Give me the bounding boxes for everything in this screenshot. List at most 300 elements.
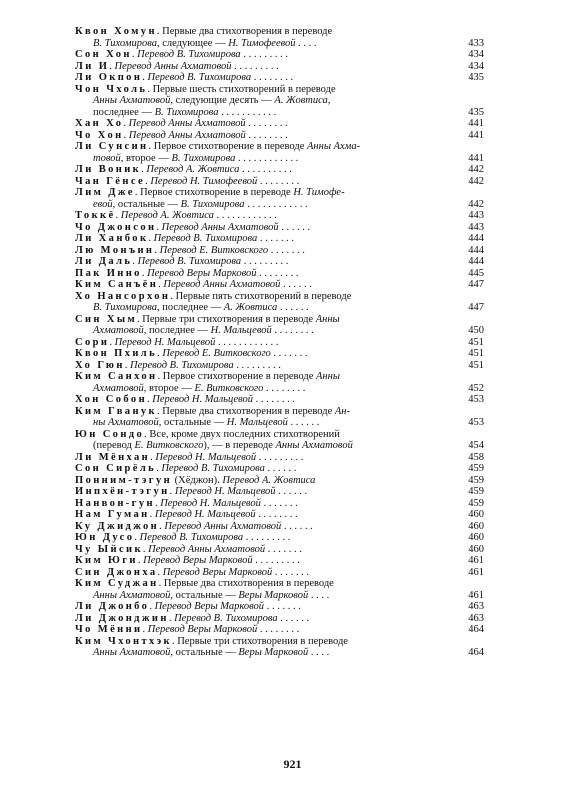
toc-entry — [75, 314, 484, 337]
page-ref: 443 — [468, 210, 484, 221]
poet-name: Ли Сунсин — [75, 141, 149, 152]
entry-text: . — [142, 543, 149, 555]
translator-text: Е. Витковского — [194, 382, 264, 394]
toc-entry — [75, 210, 484, 222]
page-ref: 464 — [468, 647, 484, 658]
entry-text: . — [142, 624, 148, 635]
poet-name: Хон Собон — [75, 394, 148, 405]
page-ref: 447 — [468, 302, 484, 313]
dot-leader: . . . . . . . . . — [240, 49, 288, 60]
translator-text: Перевод А. Жовтиса — [120, 210, 214, 221]
poet-name: Ку Джиджон — [75, 520, 160, 532]
entry-text: . Первые три стихотворения в переводе — [137, 313, 316, 325]
entry-line — [75, 486, 456, 498]
entry-continuation-line — [75, 647, 456, 659]
translator-text: Н. Тимофеевой — [228, 37, 296, 49]
translator-text: Веры Марковой — [238, 647, 309, 658]
translator-text: Анны Ахма- — [307, 141, 361, 152]
entry-continuation-line — [75, 199, 456, 211]
poet-name: Хо Нансорхон — [75, 290, 171, 302]
entry-line — [75, 337, 456, 349]
entry-line — [75, 176, 456, 188]
toc-entry — [75, 613, 484, 625]
poet-name: Ли Воник — [75, 164, 142, 175]
entry-line — [75, 348, 456, 360]
poet-name: Ли Окпон — [75, 72, 143, 83]
entry-text: , остальные — — [170, 647, 239, 658]
poet-name: Чо Джонсон — [75, 221, 157, 233]
toc-entry — [75, 521, 484, 533]
toc-entry — [75, 222, 484, 234]
dot-leader: . . . . . . — [287, 417, 320, 428]
entry-line — [75, 233, 456, 245]
page-ref: 444 — [468, 244, 484, 256]
toc-entry — [75, 498, 484, 510]
toc-entry — [75, 130, 484, 142]
entry-text: . — [123, 118, 129, 129]
translator-text: А. Жовтиса — [223, 302, 278, 313]
toc-entry — [75, 509, 484, 521]
page-ref: 460 — [468, 543, 484, 555]
page-ref: 442 — [468, 164, 484, 175]
page-ref: 451 — [468, 336, 484, 348]
dot-leader: . . . . . . — [281, 520, 313, 532]
toc-entry — [75, 118, 484, 130]
page-ref: 460 — [468, 509, 484, 520]
toc-entry — [75, 141, 484, 164]
entry-text: . — [149, 601, 155, 612]
entry-text: , второе — — [143, 382, 195, 394]
translator-text: Анны Ахматовой — [93, 647, 171, 658]
translator-text: Перевод Веры Марковой — [143, 555, 253, 566]
entry-line — [75, 567, 456, 579]
entry-text: . — [134, 532, 140, 543]
translator-text: Ан- — [334, 405, 351, 417]
entry-line — [75, 544, 456, 556]
page-ref: 443 — [468, 221, 484, 233]
page-ref: 459 — [468, 474, 484, 486]
toc-entry — [75, 84, 484, 119]
poet-name: Юн Сондо — [75, 428, 145, 440]
dot-leader: . . . . — [308, 647, 330, 658]
toc-entry — [75, 348, 484, 360]
entry-text: . — [158, 279, 164, 290]
translator-text: Перевод В. Тихомирова — [139, 532, 244, 543]
page-ref: 441 — [468, 129, 484, 141]
dot-leader: . . . . . . . . . — [233, 359, 281, 371]
entry-text: . — [169, 486, 175, 497]
entry-line — [75, 406, 456, 418]
dot-leader: . . . . . . . . — [263, 382, 306, 394]
toc-entry — [75, 61, 484, 73]
entry-line — [75, 222, 456, 234]
translator-text: Перевод В. Тихомирова — [147, 72, 252, 83]
entry-line — [75, 187, 456, 199]
translator-text: Перевод А. Жовтиса — [146, 164, 240, 175]
entry-continuation-line — [75, 440, 456, 452]
entry-line — [75, 61, 456, 73]
dot-leader: . . . . . . . . . . . . — [213, 210, 277, 221]
entry-text: . — [168, 612, 175, 624]
entry-continuation-line — [75, 590, 456, 602]
toc-entry — [75, 624, 484, 636]
poet-name: Понним-тэгун — [75, 474, 173, 486]
translator-text: евой — [93, 198, 113, 210]
page-ref: 451 — [468, 348, 484, 359]
poet-name: Квон Хомун — [75, 26, 157, 37]
entry-text: , второе — — [120, 152, 172, 164]
dot-leader: . . . . . . . . . — [256, 451, 304, 463]
page-ref: 441 — [468, 152, 484, 164]
entry-continuation-line — [75, 383, 456, 395]
translator-text: В. Тихомирова — [154, 106, 219, 118]
page-ref: 461 — [468, 566, 484, 578]
translator-text: А. Жовтиса — [274, 95, 328, 106]
translator-text: В. Тихомирова — [171, 152, 236, 164]
toc-entry — [75, 360, 484, 372]
dot-leader: . . . . . . . . . . — [239, 164, 292, 175]
translator-text: Перевод Анны Ахматовой — [128, 118, 246, 129]
entry-line — [75, 291, 456, 303]
entry-text: . — [147, 394, 153, 405]
entry-line — [75, 429, 456, 441]
entry-continuation-line — [75, 153, 456, 165]
translator-text: Е. Витковского — [134, 440, 204, 451]
toc-entry — [75, 371, 484, 394]
entry-text: . Первые два стихотворения в переводе — [157, 405, 335, 417]
entry-text: . — [132, 256, 138, 267]
translator-text: Ахматовой — [93, 325, 144, 336]
dot-leader: . . . . . . . . — [251, 72, 294, 83]
dot-leader: . . . . . . . — [257, 233, 294, 244]
page-ref: 444 — [468, 256, 484, 267]
poet-name: Ким Юги — [75, 555, 138, 566]
page-ref: 434 — [468, 49, 484, 60]
poet-name: Нам Гуман — [75, 509, 150, 520]
entry-text: . — [145, 175, 151, 187]
page-ref: 452 — [468, 382, 484, 394]
entry-text: последнее — — [93, 106, 155, 118]
entry-text: , следующее — — [156, 37, 229, 49]
page-ref: 451 — [468, 359, 484, 371]
page-ref: 435 — [468, 72, 484, 83]
table-of-contents — [75, 26, 484, 659]
dot-leader: . . . . . . . . — [253, 394, 296, 405]
translator-text: Перевод Н. Мальцевой — [174, 486, 276, 497]
poet-name: Чо Мённи — [75, 624, 143, 635]
entry-text: , остальные — — [170, 589, 239, 601]
entry-text: . — [148, 233, 154, 244]
dot-leader: . . . . . . . . — [256, 267, 299, 279]
entry-line — [75, 118, 456, 130]
dot-leader: . . . . . . . . . . . . — [215, 336, 279, 348]
translator-text: Перевод Анны Ахматовой — [114, 60, 232, 72]
page-ref: 444 — [468, 233, 484, 244]
page-ref: 461 — [468, 589, 484, 601]
translator-text: Н. Мальцевой — [226, 417, 288, 428]
dot-leader: . . . . . . . . . — [243, 532, 291, 543]
toc-entry — [75, 291, 484, 314]
toc-entry — [75, 578, 484, 601]
entry-line — [75, 532, 456, 544]
poet-name: Ли И — [75, 60, 110, 72]
poet-name: Ким Санхон — [75, 371, 158, 382]
entry-text: . — [142, 72, 148, 83]
translator-text: Перевод Веры Марковой — [154, 601, 265, 612]
poet-name: Син Джонха — [75, 566, 158, 578]
toc-entry — [75, 233, 484, 245]
entry-text: , остальные — — [158, 417, 227, 428]
translator-text: Перевод Н. Мальцевой — [152, 394, 254, 405]
entry-text: . Первые два стихотворения в переводе — [158, 578, 334, 589]
translator-text: В. Тихомирова — [93, 302, 157, 313]
entry-text: (перевод — [93, 440, 135, 451]
entry-text: . — [109, 60, 115, 72]
entry-text: . — [149, 509, 155, 520]
entry-text: . — [141, 267, 148, 279]
page-ref: 442 — [468, 175, 484, 187]
translator-text: товой — [93, 152, 121, 164]
entry-line — [75, 636, 456, 648]
poet-name: Ли Джонбо — [75, 601, 150, 612]
translator-text: Анны — [315, 313, 340, 325]
dot-leader: . . . . . . . . — [245, 129, 288, 141]
poet-name: Ли Даль — [75, 256, 133, 267]
entry-line — [75, 164, 456, 176]
dot-leader: . . . . . . . — [260, 497, 298, 509]
entry-line — [75, 49, 456, 61]
poet-name: Пак Инно — [75, 267, 142, 279]
entry-line — [75, 601, 456, 613]
page-ref: 460 — [468, 520, 484, 532]
entry-text: . — [124, 359, 131, 371]
translator-text: Перевод Анны Ахматовой — [148, 543, 266, 555]
dot-leader: . . . . . . . . . . . . — [244, 198, 308, 210]
toc-entry — [75, 601, 484, 613]
entry-text: . — [131, 49, 138, 60]
page-ref: 442 — [468, 198, 484, 210]
entry-continuation-line — [75, 107, 456, 119]
translator-text: Перевод В. Тихомирова — [153, 233, 258, 244]
entry-line — [75, 130, 456, 142]
page-ref: 453 — [468, 394, 484, 405]
entry-text: . — [154, 497, 161, 509]
translator-text: Анны — [316, 371, 340, 382]
entry-text: . Первые шесть стихотворений в переводе — [147, 83, 336, 95]
translator-text: Перевод В. Тихомирова — [161, 463, 265, 474]
translator-text: Перевод В. Тихомирова — [137, 49, 241, 60]
translator-text: Анны Ахматовой — [93, 95, 171, 106]
entry-continuation-line — [75, 95, 456, 107]
poet-name: Чо Хон — [75, 129, 124, 141]
dot-leader: . . . . . . . . — [255, 509, 298, 520]
translator-text: Анны Ахматовой — [93, 589, 171, 601]
poet-name: Чан Гёнсе — [75, 175, 146, 187]
entry-line — [75, 394, 456, 406]
entry-line — [75, 509, 456, 521]
poet-name: Ким Чхонтхэк — [75, 635, 172, 647]
poet-name: Син Хым — [75, 313, 138, 325]
entry-text: , — [327, 95, 331, 106]
entry-line — [75, 452, 456, 464]
entry-line — [75, 84, 456, 96]
entry-text: . Первые пять стихотворений в переводе — [170, 290, 352, 302]
entry-line — [75, 26, 456, 38]
page-ref: 458 — [468, 451, 484, 463]
page-ref: 463 — [468, 601, 484, 612]
entry-text: . — [109, 336, 115, 348]
poet-name: Чу Ыйсик — [75, 543, 143, 555]
entry-text: . Первые три стихотворения в переводе — [171, 635, 348, 647]
entry-line — [75, 475, 456, 487]
entry-text: . — [159, 520, 165, 532]
dot-leader: . . . . . . . — [272, 566, 310, 578]
entry-line — [75, 210, 456, 222]
poet-name: Ким Гванук — [75, 405, 157, 417]
page-ref: 464 — [468, 624, 484, 635]
entry-text: . — [154, 244, 160, 256]
translator-text: Н. Тимофе- — [293, 187, 345, 198]
poet-name: Ли Ханбок — [75, 233, 149, 244]
dot-leader: . . . . — [308, 589, 330, 601]
poet-name: Ким Санъён — [75, 279, 159, 290]
translator-text: Ахматовой — [93, 382, 144, 394]
translator-text: Перевод Н. Тимофеевой — [150, 175, 258, 187]
entry-line — [75, 498, 456, 510]
translator-text: Перевод Н. Мальцевой — [114, 336, 216, 348]
page-ref: 459 — [468, 486, 484, 497]
poet-name: Квон Пхиль — [75, 348, 158, 359]
entry-text: . Первые два стихотворения в переводе — [156, 26, 333, 37]
page-ref: 441 — [468, 118, 484, 129]
entry-line — [75, 578, 456, 590]
poet-name: Юн Дусо — [75, 532, 135, 543]
poet-name: Нанвон-гун — [75, 497, 155, 509]
page-ref: 454 — [468, 440, 484, 451]
dot-leader: . . . . . . . — [270, 348, 308, 359]
translator-text: Веры Марковой — [238, 589, 309, 601]
entry-text: . Первое стихотворение в переводе — [134, 187, 294, 198]
poet-name: Лим Дже — [75, 187, 135, 198]
dot-leader: . . . . . . . — [268, 244, 305, 256]
toc-entry — [75, 256, 484, 268]
translator-text: Н. Мальцевой — [210, 325, 272, 336]
dot-leader: . . . . . . — [280, 279, 312, 290]
translator-text: Перевод Н. Мальцевой — [155, 451, 257, 463]
translator-text: Перевод В. Тихомирова — [174, 612, 278, 624]
toc-entry — [75, 49, 484, 61]
toc-entry — [75, 567, 484, 579]
entry-line — [75, 245, 456, 257]
translator-text: Перевод В. Тихомирова — [137, 256, 242, 267]
translator-text: Перевод А. Жовтиса — [222, 474, 316, 486]
toc-entry — [75, 555, 484, 567]
entry-line — [75, 279, 456, 291]
entry-line — [75, 72, 456, 84]
poet-name: Сон Сирёль — [75, 463, 157, 474]
toc-entry — [75, 429, 484, 452]
translator-text: ны Ахматовой — [93, 417, 159, 428]
translator-text: Перевод Анны Ахматовой — [163, 279, 281, 290]
translator-text: Перевод Е. Витковского — [159, 244, 269, 256]
dot-leader: . . . . . . . — [264, 601, 301, 612]
entry-continuation-line — [75, 325, 456, 337]
entry-text: . — [141, 164, 147, 175]
dot-leader: . . . . . . — [264, 463, 297, 474]
entry-text: . — [115, 210, 121, 221]
toc-entry — [75, 475, 484, 487]
entry-text: , последнее — — [143, 325, 211, 336]
entry-text: . — [123, 129, 129, 141]
translator-text: Перевод Н. Мальцевой — [154, 509, 256, 520]
translator-text: Перевод Н. Мальцевой — [160, 497, 261, 509]
entry-text: . — [157, 348, 163, 359]
page-ref: 450 — [468, 325, 484, 336]
toc-entry — [75, 164, 484, 176]
dot-leader: . . . . . . . . . . . . — [235, 152, 299, 164]
entry-continuation-line — [75, 302, 456, 314]
translator-text: Перевод Е. Витковского — [162, 348, 271, 359]
entry-line — [75, 463, 456, 475]
entry-line — [75, 371, 456, 383]
poet-name: Сон Хон — [75, 49, 132, 60]
entry-continuation-line — [75, 38, 456, 50]
dot-leader: . . . . — [295, 37, 317, 49]
page-ref: 445 — [468, 267, 484, 279]
entry-text: . — [137, 555, 144, 566]
page-ref: 459 — [468, 463, 484, 474]
entry-text: . — [157, 566, 163, 578]
entry-line — [75, 613, 456, 625]
dot-leader: . . . . . . . . — [271, 325, 314, 336]
entry-text: . — [156, 221, 162, 233]
toc-entry — [75, 268, 484, 280]
poet-name: Инпхён-тэгун — [75, 486, 170, 497]
dot-leader: . . . . . . . . — [245, 118, 288, 129]
entry-line — [75, 555, 456, 567]
entry-text: (Хёджон). — [172, 474, 223, 486]
entry-line — [75, 256, 456, 268]
entry-line — [75, 314, 456, 326]
translator-text: Перевод В. Тихомирова — [130, 359, 234, 371]
page-ref: 435 — [468, 106, 484, 118]
toc-entry — [75, 636, 484, 659]
poet-name: Токкё — [75, 210, 116, 221]
translator-text: В. Тихомирова — [180, 198, 245, 210]
dot-leader: . . . . . . — [275, 486, 308, 497]
translator-text: Перевод Веры Марковой — [147, 624, 258, 635]
toc-entry — [75, 463, 484, 475]
toc-entry — [75, 544, 484, 556]
dot-leader: . . . . . . . . . — [231, 60, 279, 72]
dot-leader: . . . . . . . . — [257, 175, 300, 187]
entry-text: , остальные — — [112, 198, 181, 210]
entry-line — [75, 268, 456, 280]
dot-leader: . . . . . . . . . . . — [218, 106, 277, 118]
poet-name: Ли Джонджин — [75, 612, 169, 624]
poet-name: Ким Суджан — [75, 578, 159, 589]
toc-entry — [75, 72, 484, 84]
entry-text: , последнее — — [156, 302, 224, 313]
poet-name: Чон Чхоль — [75, 83, 148, 95]
entry-line — [75, 624, 456, 636]
dot-leader: . . . . . . — [278, 221, 311, 233]
toc-entry — [75, 394, 484, 406]
translator-text: Анны Ахматовой — [275, 440, 353, 451]
page-ref: 434 — [468, 60, 484, 72]
translator-text: В. Тихомирова — [93, 37, 157, 49]
entry-text: ), — в переводе — [203, 440, 276, 451]
